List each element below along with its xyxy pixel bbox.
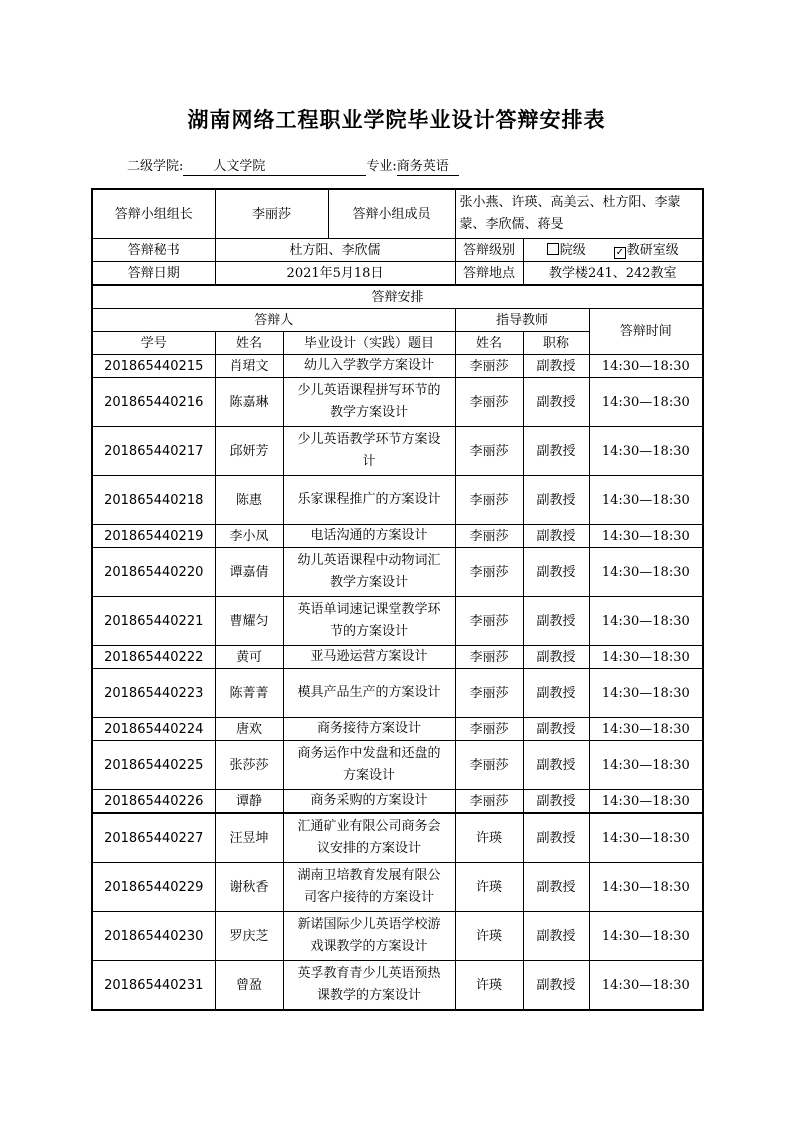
- col-defender: 答辩人: [92, 309, 455, 332]
- table-row: [92, 427, 703, 476]
- topic-cell: 商务采购的方案设计: [283, 790, 455, 814]
- student-name-cell: 谭静: [215, 790, 283, 814]
- student-name-cell: 陈嘉琳: [215, 378, 283, 427]
- advisor-name-cell: 李丽莎: [455, 790, 523, 814]
- advisor-name-cell: 李丽莎: [455, 427, 523, 476]
- topic-cell: 少儿英语教学环节方案设计: [283, 427, 455, 476]
- student-name-cell: 谭嘉倩: [215, 548, 283, 597]
- advisor-title-cell: 副教授: [523, 863, 589, 912]
- college-label: 二级学院:: [127, 159, 184, 174]
- secretary-label: 答辩秘书: [92, 239, 215, 262]
- time-cell: 14:30—18:30: [589, 355, 703, 378]
- advisor-title-cell: 副教授: [523, 476, 589, 525]
- time-cell: 14:30—18:30: [589, 961, 703, 1011]
- header-line: [127, 155, 459, 176]
- major-value: 商务英语: [397, 155, 459, 176]
- major-label: 专业:: [366, 159, 397, 174]
- advisor-name-cell: 许瑛: [455, 961, 523, 1011]
- student-id-cell: 201865440225: [92, 741, 215, 790]
- time-cell: 14:30—18:30: [589, 741, 703, 790]
- table-row: [92, 912, 703, 961]
- student-id-cell: 201865440220: [92, 548, 215, 597]
- table-row: [92, 597, 703, 646]
- advisor-title-cell: 副教授: [523, 669, 589, 718]
- advisor-name-cell: 李丽莎: [455, 669, 523, 718]
- col-advisor-name: 姓名: [455, 332, 523, 355]
- level-label: 答辩级别: [455, 239, 523, 262]
- col-topic: 毕业设计（实践）题目: [283, 332, 455, 355]
- members-label: 答辩小组成员: [328, 189, 455, 239]
- advisor-title-cell: 副教授: [523, 961, 589, 1011]
- secretary-value: 杜方阳、李欣儒: [215, 239, 455, 262]
- student-id-cell: 201865440216: [92, 378, 215, 427]
- advisor-name-cell: 李丽莎: [455, 378, 523, 427]
- col-advisor: 指导教师: [455, 309, 589, 332]
- level-dept-checkbox[interactable]: ✓: [615, 246, 624, 258]
- advisor-name-cell: 许瑛: [455, 912, 523, 961]
- topic-cell: 商务运作中发盘和还盘的方案设计: [283, 741, 455, 790]
- time-cell: 14:30—18:30: [589, 669, 703, 718]
- advisor-title-cell: 副教授: [523, 813, 589, 863]
- advisor-title-cell: 副教授: [523, 378, 589, 427]
- section-title: 答辩安排: [92, 285, 703, 309]
- student-name-cell: 张莎莎: [215, 741, 283, 790]
- student-id-cell: 201865440226: [92, 790, 215, 814]
- topic-cell: 模具产品生产的方案设计: [283, 669, 455, 718]
- table-row: [92, 548, 703, 597]
- advisor-name-cell: 李丽莎: [455, 476, 523, 525]
- student-id-cell: 201865440217: [92, 427, 215, 476]
- time-cell: 14:30—18:30: [589, 597, 703, 646]
- topic-cell: 电话沟通的方案设计: [283, 525, 455, 548]
- date-value: 2021年5月18日: [215, 262, 455, 286]
- time-cell: 14:30—18:30: [589, 718, 703, 741]
- topic-cell: 乐家课程推广的方案设计: [283, 476, 455, 525]
- page-title: 湖南网络工程职业学院毕业设计答辩安排表: [187, 108, 606, 132]
- topic-cell: 英孚教育青少儿英语预热课教学的方案设计: [283, 961, 455, 1011]
- student-name-cell: 陈菁菁: [215, 669, 283, 718]
- student-id-cell: 201865440227: [92, 813, 215, 863]
- time-cell: 14:30—18:30: [589, 427, 703, 476]
- advisor-name-cell: 李丽莎: [455, 548, 523, 597]
- time-cell: 14:30—18:30: [589, 525, 703, 548]
- student-name-cell: 邱妍芳: [215, 427, 283, 476]
- col-student-id: 学号: [92, 332, 215, 355]
- members-value: 张小燕、许瑛、高美云、杜方阳、李蒙蒙、李欣儒、蒋旻: [455, 189, 703, 239]
- defense-schedule-table: [91, 188, 704, 1011]
- topic-cell: 英语单词速记课堂教学环节的方案设计: [283, 597, 455, 646]
- table-row: [92, 790, 703, 814]
- topic-cell: 湖南卫培教育发展有限公司客户接待的方案设计: [283, 863, 455, 912]
- time-cell: 14:30—18:30: [589, 790, 703, 814]
- student-id-cell: 201865440218: [92, 476, 215, 525]
- advisor-title-cell: 副教授: [523, 525, 589, 548]
- table-row: [92, 863, 703, 912]
- student-id-cell: 201865440221: [92, 597, 215, 646]
- place-value: 教学楼241、242教室: [523, 262, 703, 286]
- level-options: [523, 239, 703, 262]
- table-row: [92, 525, 703, 548]
- col-name: 姓名: [215, 332, 283, 355]
- student-id-cell: 201865440224: [92, 718, 215, 741]
- student-name-cell: 谢秋香: [215, 863, 283, 912]
- time-cell: 14:30—18:30: [589, 548, 703, 597]
- advisor-title-cell: 副教授: [523, 741, 589, 790]
- student-id-cell: 201865440215: [92, 355, 215, 378]
- place-label: 答辩地点: [455, 262, 523, 286]
- time-cell: 14:30—18:30: [589, 646, 703, 669]
- topic-cell: 少儿英语课程拼写环节的教学方案设计: [283, 378, 455, 427]
- topic-cell: 亚马逊运营方案设计: [283, 646, 455, 669]
- advisor-name-cell: 许瑛: [455, 813, 523, 863]
- student-name-cell: 肖珺文: [215, 355, 283, 378]
- table-row: [92, 813, 703, 863]
- table-row: [92, 378, 703, 427]
- college-value: 人文学院: [183, 155, 366, 176]
- topic-cell: 汇通矿业有限公司商务会议安排的方案设计: [283, 813, 455, 863]
- advisor-title-cell: 副教授: [523, 912, 589, 961]
- student-id-cell: 201865440231: [92, 961, 215, 1011]
- student-id-cell: 201865440222: [92, 646, 215, 669]
- advisor-name-cell: 李丽莎: [455, 355, 523, 378]
- advisor-name-cell: 许瑛: [455, 863, 523, 912]
- advisor-title-cell: 副教授: [523, 427, 589, 476]
- student-name-cell: 曹耀匀: [215, 597, 283, 646]
- date-label: 答辩日期: [92, 262, 215, 286]
- student-id-cell: 201865440230: [92, 912, 215, 961]
- advisor-title-cell: 副教授: [523, 548, 589, 597]
- time-cell: 14:30—18:30: [589, 378, 703, 427]
- advisor-name-cell: 李丽莎: [455, 741, 523, 790]
- advisor-title-cell: 副教授: [523, 597, 589, 646]
- student-name-cell: 黄可: [215, 646, 283, 669]
- col-advisor-title: 职称: [523, 332, 589, 355]
- table-row: [92, 669, 703, 718]
- student-name-cell: 曾盈: [215, 961, 283, 1011]
- topic-cell: 幼儿入学教学方案设计: [283, 355, 455, 378]
- level-dept-label: 教研室级: [626, 242, 679, 258]
- student-id-cell: 201865440223: [92, 669, 215, 718]
- time-cell: 14:30—18:30: [589, 912, 703, 961]
- advisor-title-cell: 副教授: [523, 646, 589, 669]
- leader-value: 李丽莎: [215, 189, 328, 239]
- student-name-cell: 李小凤: [215, 525, 283, 548]
- table-row: [92, 961, 703, 1011]
- student-name-cell: 汪昱坤: [215, 813, 283, 863]
- level-school-label: 院级: [559, 242, 586, 258]
- leader-label: 答辩小组组长: [92, 189, 215, 239]
- col-time: 答辩时间: [589, 309, 703, 355]
- student-name-cell: 陈惠: [215, 476, 283, 525]
- table-row: [92, 355, 703, 378]
- time-cell: 14:30—18:30: [589, 476, 703, 525]
- student-id-cell: 201865440229: [92, 863, 215, 912]
- student-id-cell: 201865440219: [92, 525, 215, 548]
- advisor-name-cell: 李丽莎: [455, 525, 523, 548]
- advisor-name-cell: 李丽莎: [455, 597, 523, 646]
- time-cell: 14:30—18:30: [589, 813, 703, 863]
- topic-cell: 新诺国际少儿英语学校游戏课教学的方案设计: [283, 912, 455, 961]
- advisor-title-cell: 副教授: [523, 790, 589, 814]
- topic-cell: 商务接待方案设计: [283, 718, 455, 741]
- table-row: [92, 646, 703, 669]
- student-name-cell: 罗庆芝: [215, 912, 283, 961]
- advisor-name-cell: 李丽莎: [455, 646, 523, 669]
- advisor-title-cell: 副教授: [523, 355, 589, 378]
- advisor-name-cell: 李丽莎: [455, 718, 523, 741]
- time-cell: 14:30—18:30: [589, 863, 703, 912]
- level-school-checkbox[interactable]: [547, 243, 559, 255]
- table-row: [92, 718, 703, 741]
- student-name-cell: 唐欢: [215, 718, 283, 741]
- table-row: [92, 476, 703, 525]
- table-row: [92, 741, 703, 790]
- topic-cell: 幼儿英语课程中动物词汇教学方案设计: [283, 548, 455, 597]
- advisor-title-cell: 副教授: [523, 718, 589, 741]
